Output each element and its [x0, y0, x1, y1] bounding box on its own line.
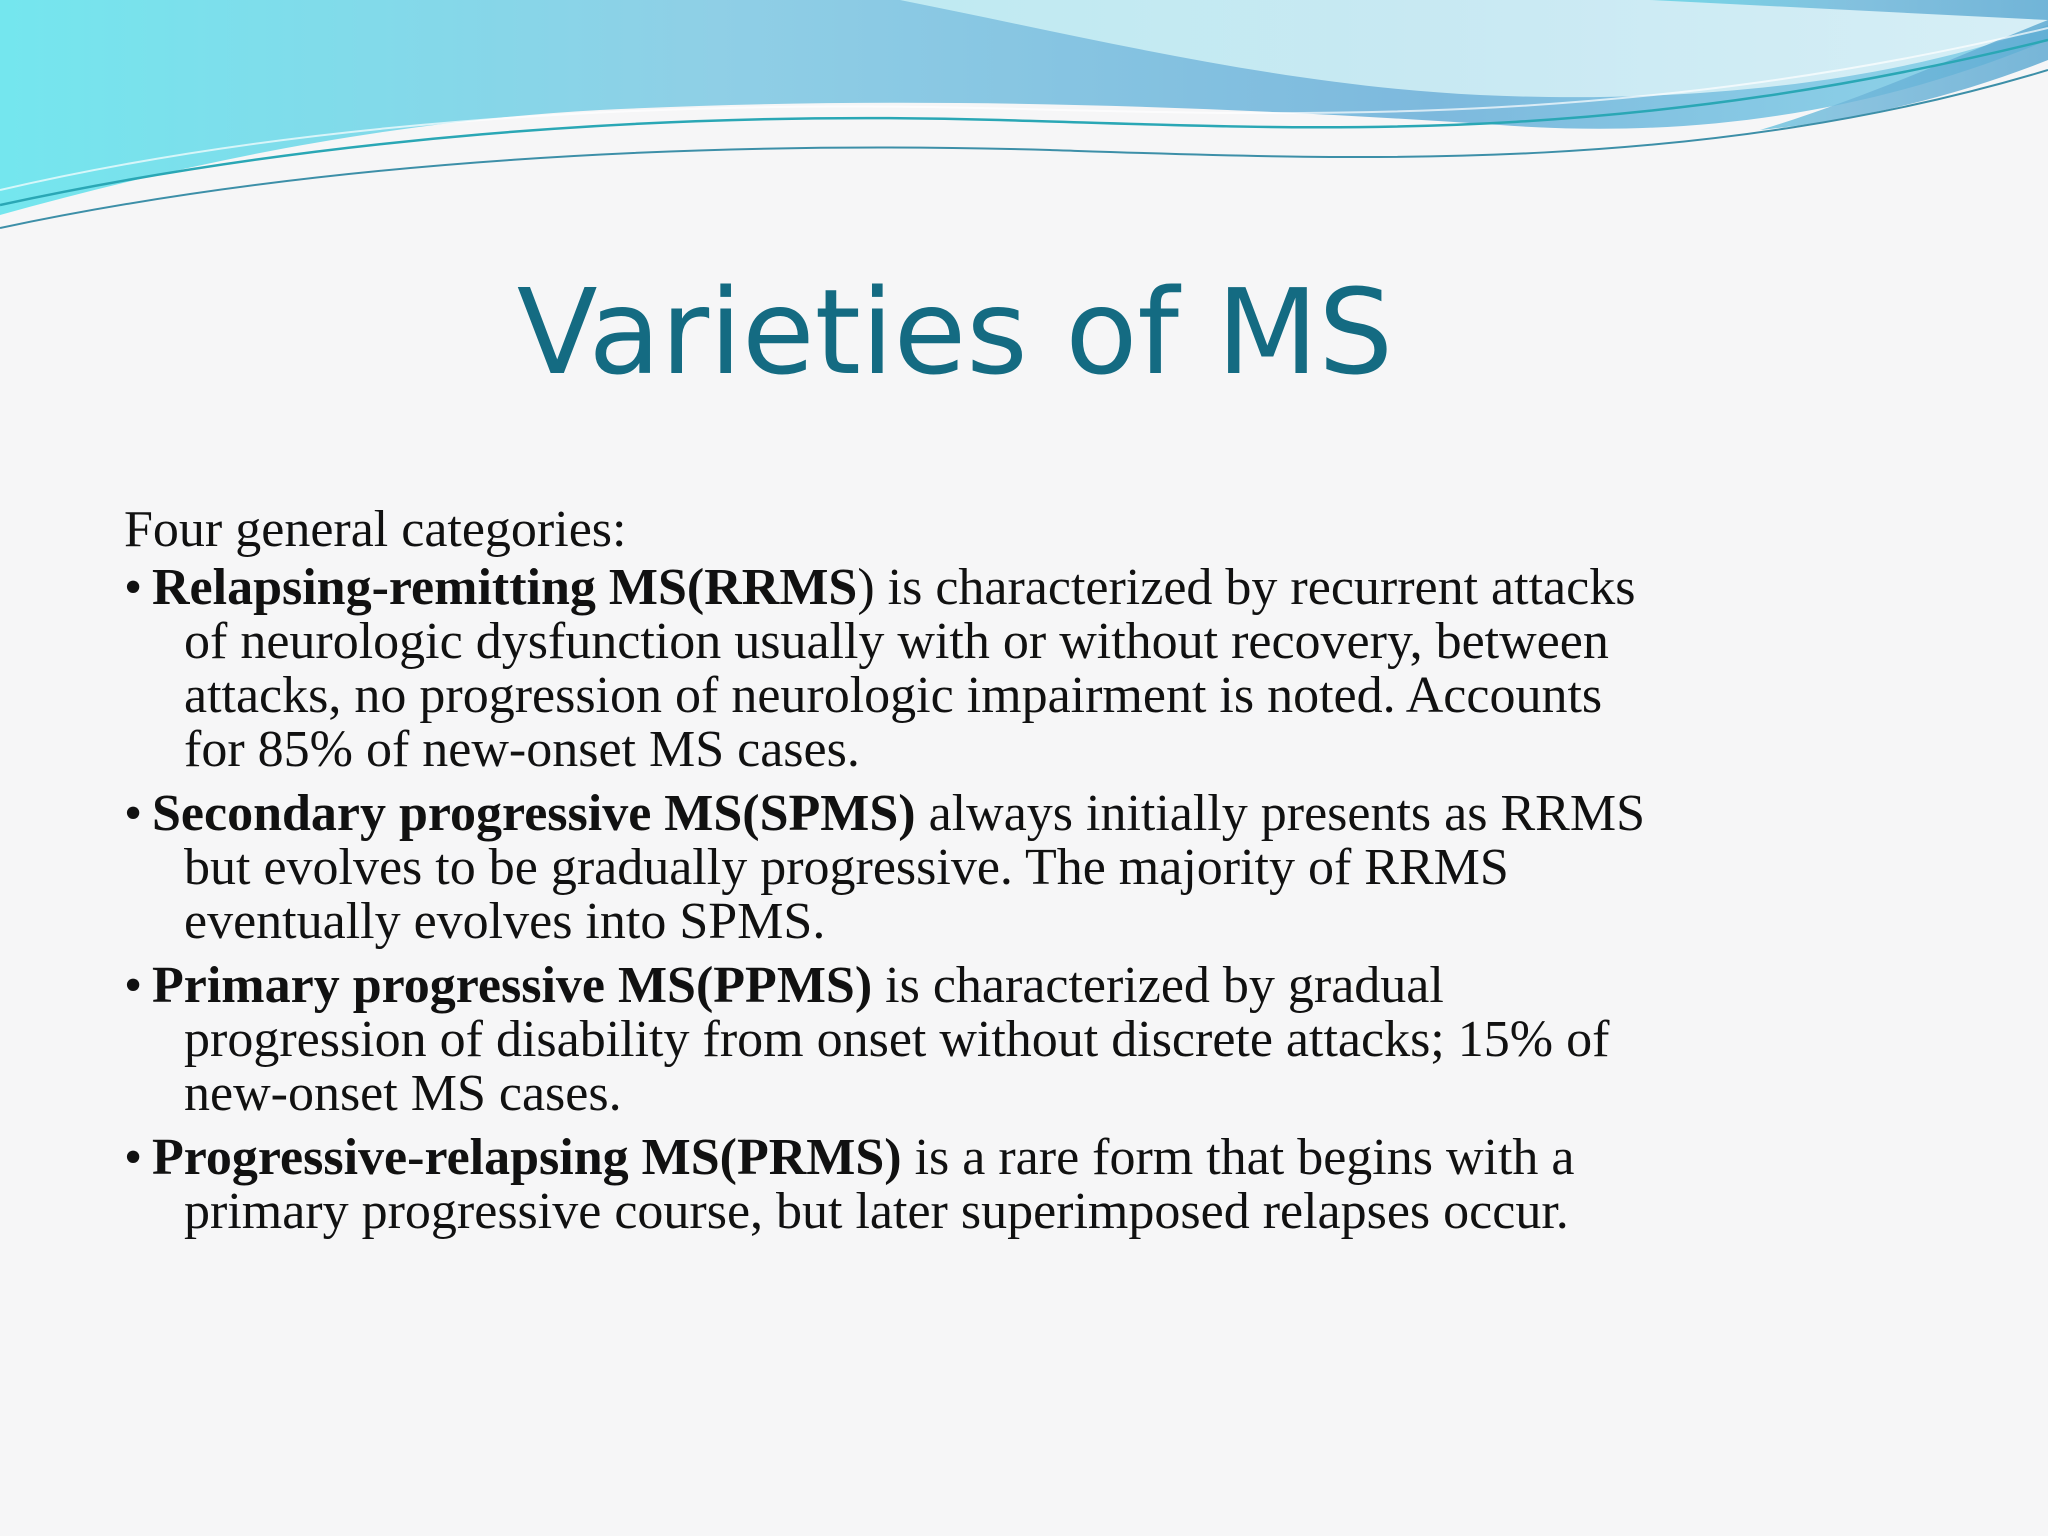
slide-title: Varieties of MS: [516, 263, 1394, 401]
bullet-lead-line: [152, 561, 1922, 615]
bullet-line: eventually evolves into SPMS.: [184, 893, 826, 950]
bullet-dot-icon: •: [124, 785, 143, 842]
bullet-line: progression of disability from onset without discrete attacks; 15% of: [184, 1011, 1610, 1068]
bullet-item-spms: [122, 787, 1922, 949]
bullet-term: Relapsing-remitting MS(RRMS: [152, 559, 858, 616]
bullet-item-rrms: [122, 561, 1922, 777]
bullet-lead-rest: is characterized by gradual: [872, 957, 1444, 1014]
bullet-term: Primary progressive MS(PPMS): [152, 957, 873, 1014]
bullet-line: attacks, no progression of neurologic impairment is noted. Accounts: [184, 667, 1603, 724]
bullet-lead-line: [152, 959, 1922, 1013]
bullet-line: primary progressive course, but later superimposed relapses occur.: [184, 1183, 1569, 1240]
bullet-dot-icon: •: [124, 957, 143, 1014]
bullet-lead-rest: always initially presents as RRMS: [915, 785, 1646, 842]
bullet-term: Secondary progressive MS(SPMS): [152, 785, 916, 842]
bullet-dot-icon: •: [124, 559, 143, 616]
bullet-lead-line: [152, 1131, 1922, 1185]
bullet-lead-rest: ) is characterized by recurrent attacks: [857, 559, 1636, 616]
bullet-line: of neurologic dysfunction usually with or without recovery, between: [184, 613, 1609, 670]
decorative-wave-header: [0, 0, 2048, 260]
bullet-list: [122, 561, 1922, 1239]
slide-body: [122, 503, 1922, 1249]
bullet-dot-icon: •: [124, 1129, 143, 1186]
bullet-lead-rest: is a rare form that begins with a: [901, 1129, 1575, 1186]
intro-text: Four general categories:: [124, 501, 627, 558]
bullet-term: Progressive-relapsing MS(PRMS): [152, 1129, 902, 1186]
bullet-line: new-onset MS cases.: [184, 1065, 622, 1122]
bullet-lead-line: [152, 787, 1922, 841]
bullet-line: for 85% of new-onset MS cases.: [184, 721, 860, 778]
bullet-item-ppms: [122, 959, 1922, 1121]
bullet-line: but evolves to be gradually progressive. The majority of RRMS: [184, 839, 1509, 896]
bullet-item-prms: [122, 1131, 1922, 1239]
